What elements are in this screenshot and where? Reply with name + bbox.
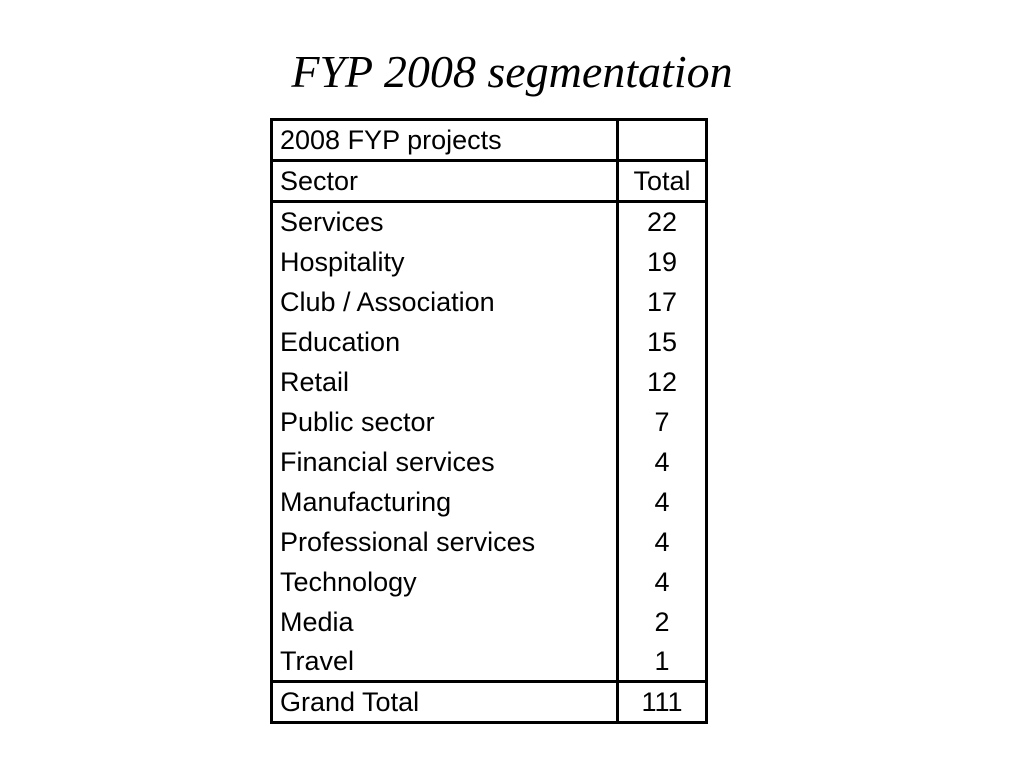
total-column-header: Total [618,161,707,202]
table-caption-row [272,120,707,161]
sector-cell: Travel [272,642,618,682]
table-row [272,322,707,362]
sector-cell: Professional services [272,522,618,562]
total-cell: 19 [618,242,707,282]
total-cell: 4 [618,522,707,562]
sector-column-header: Sector [272,161,618,202]
table-row [272,202,707,242]
table-row [272,602,707,642]
table-caption: 2008 FYP projects [272,120,618,161]
segmentation-table [270,118,708,724]
table-caption-value [618,120,707,161]
total-cell: 22 [618,202,707,242]
total-cell: 2 [618,602,707,642]
grand-total-value: 111 [618,682,707,723]
total-cell: 12 [618,362,707,402]
total-cell: 15 [618,322,707,362]
table-row [272,242,707,282]
sector-cell: Technology [272,562,618,602]
sector-cell: Financial services [272,442,618,482]
total-cell: 4 [618,482,707,522]
table-row [272,482,707,522]
sector-cell: Education [272,322,618,362]
grand-total-row [272,682,707,723]
table-header-row [272,161,707,202]
sector-cell: Retail [272,362,618,402]
sector-cell: Club / Association [272,282,618,322]
sector-cell: Services [272,202,618,242]
table-row [272,522,707,562]
table-row [272,282,707,322]
table-row [272,642,707,682]
total-cell: 4 [618,562,707,602]
sector-cell: Manufacturing [272,482,618,522]
total-cell: 1 [618,642,707,682]
sector-cell: Media [272,602,618,642]
total-cell: 17 [618,282,707,322]
total-cell: 4 [618,442,707,482]
slide-title: FYP 2008 segmentation [291,46,733,97]
total-cell: 7 [618,402,707,442]
table-row [272,562,707,602]
table-row [272,362,707,402]
sector-cell: Public sector [272,402,618,442]
table-row [272,402,707,442]
table-row [272,442,707,482]
sector-cell: Hospitality [272,242,618,282]
grand-total-label: Grand Total [272,682,618,723]
